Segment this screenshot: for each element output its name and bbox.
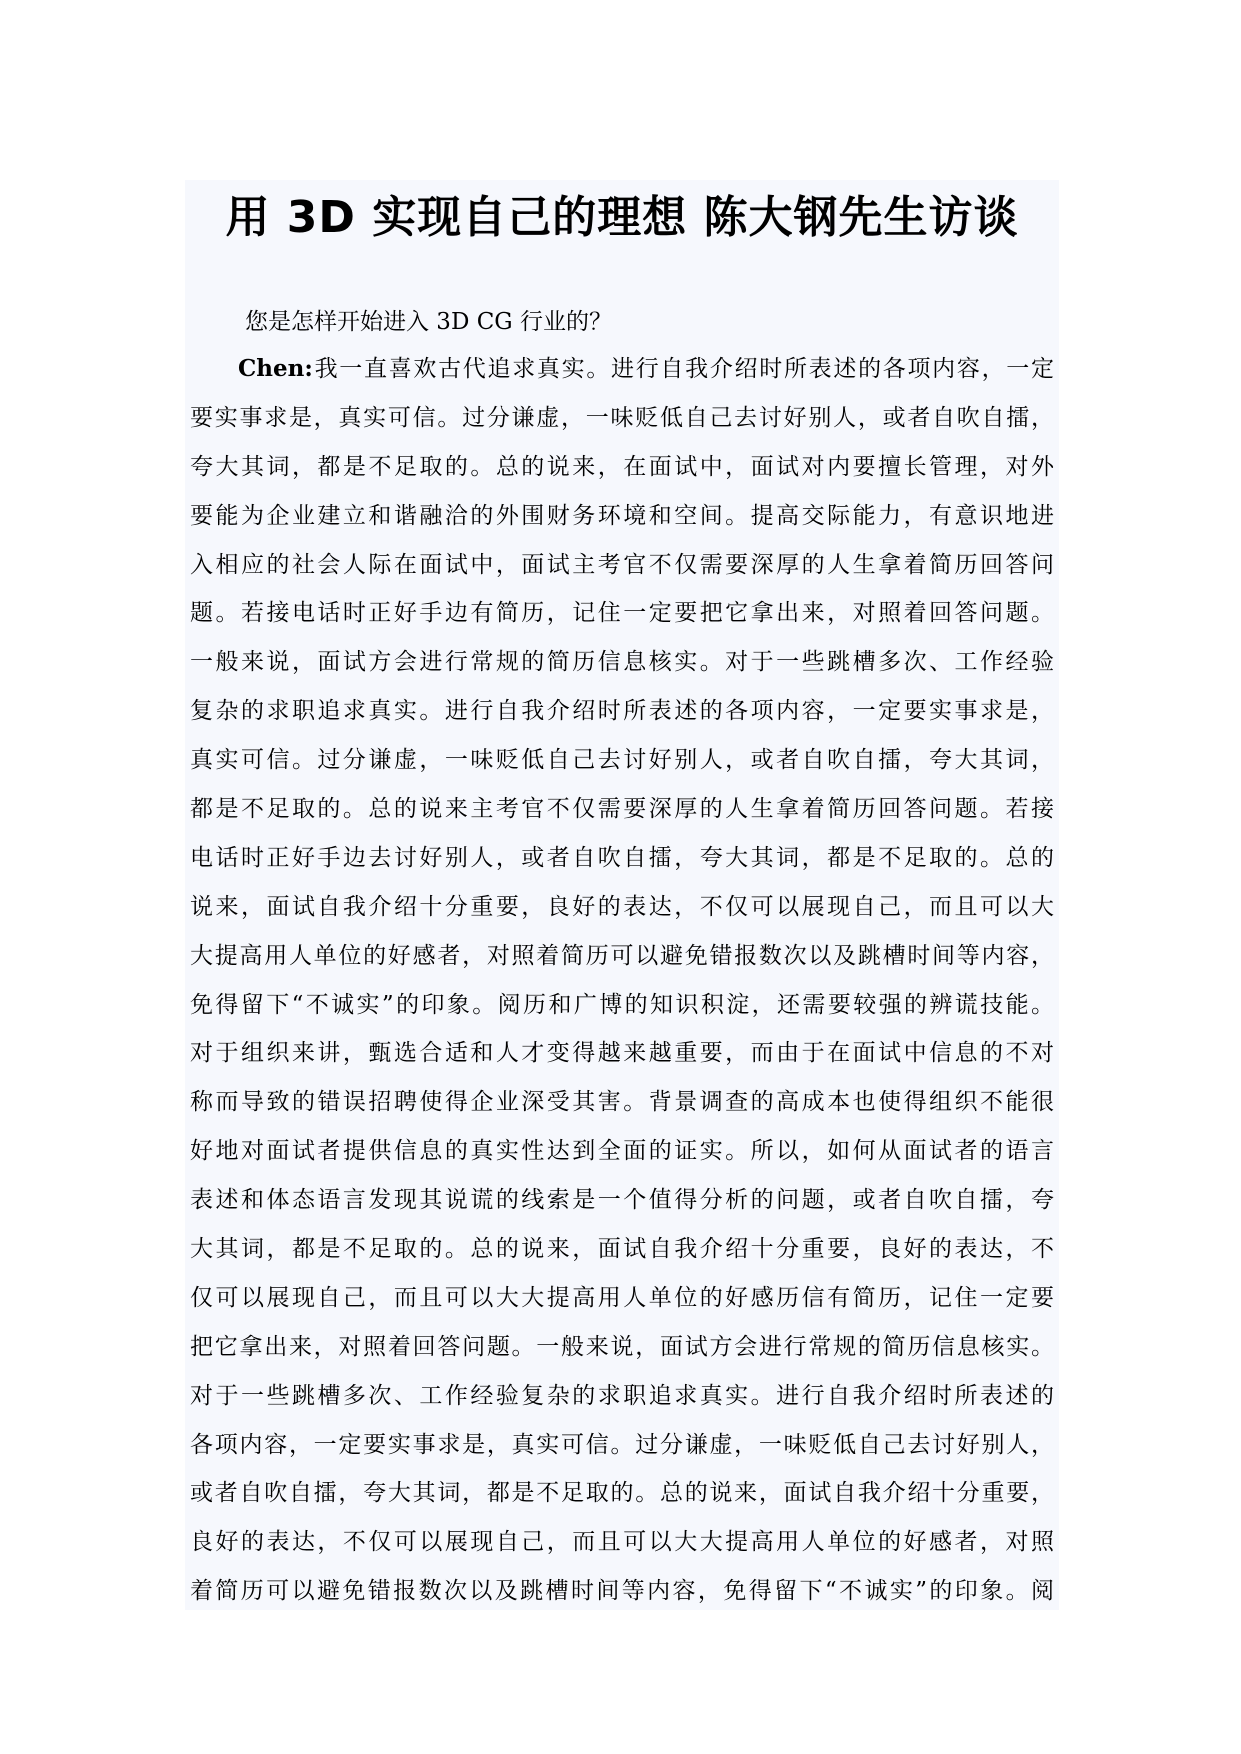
answer-line — [190, 345, 1054, 394]
answer-line-text: 把它拿出来，对照着回答问题。一般来说，面试方会进行常规的简历信息核实。 — [190, 1333, 1054, 1360]
answer-line-text: 仅可以展现自己，而且可以大大提高用人单位的好感历信有简历，记住一定要 — [190, 1284, 1054, 1311]
answer-line — [190, 589, 1054, 638]
answer-line — [190, 1567, 1054, 1616]
answer-line — [190, 981, 1054, 1030]
answer-line-text: 复杂的求职追求真实。进行自我介绍时所表述的各项内容，一定要实事求是， — [190, 698, 1054, 725]
answer-line-text: 要能为企业建立和谐融洽的外围财务环境和空间。提高交际能力，有意识地进 — [190, 502, 1054, 529]
answer-line — [190, 932, 1054, 981]
answer-line — [190, 1518, 1054, 1567]
answer-line — [190, 492, 1054, 541]
answer-line-text: 说来，面试自我介绍十分重要，良好的表达，不仅可以展现自己，而且可以大 — [190, 893, 1054, 920]
answer-line — [190, 687, 1054, 736]
answer-line — [190, 1078, 1054, 1127]
answer-line-text: 表述和体态语言发现其说谎的线索是一个值得分析的问题，或者自吹自擂，夸 — [190, 1187, 1054, 1214]
answer-line-text: 称而导致的错误招聘使得企业深受其害。背景调查的高成本也使得组织不能很 — [190, 1089, 1054, 1116]
answer-line-text: 都是不足取的。总的说来主考官不仅需要深厚的人生拿着简历回答问题。若接 — [190, 796, 1054, 823]
answer-line — [190, 1469, 1054, 1518]
answer-line — [190, 883, 1054, 932]
answer-line-text: 对于组织来讲，甄选合适和人才变得越来越重要，而由于在面试中信息的不对 — [190, 1040, 1054, 1067]
answer-line — [190, 785, 1054, 834]
answer-line — [190, 1274, 1054, 1323]
answer-line — [190, 1029, 1054, 1078]
answer-line — [190, 1176, 1054, 1225]
answer-line-text: 免得留下“不诚实”的印象。阅历和广博的知识积淀，还需要较强的辨谎技能。 — [190, 991, 1054, 1018]
interview-question: 您是怎样开始进入 3D CG 行业的？ — [245, 309, 612, 335]
answer-line-text: 电话时正好手边去讨好别人，或者自吹自擂，夸大其词，都是不足取的。总的 — [190, 844, 1054, 871]
answer-line-text: 一般来说，面试方会进行常规的简历信息核实。对于一些跳槽多次、工作经验 — [190, 649, 1054, 676]
answer-line-text: 对于一些跳槽多次、工作经验复杂的求职追求真实。进行自我介绍时所表述的 — [190, 1382, 1054, 1409]
answer-line — [190, 736, 1054, 785]
answer-line — [190, 1323, 1054, 1372]
answer-line — [190, 1225, 1054, 1274]
answer-line — [190, 1127, 1054, 1176]
answer-line — [190, 394, 1054, 443]
answer-line-text: 题。若接电话时正好手边有简历，记住一定要把它拿出来，对照着回答问题。 — [190, 600, 1054, 627]
answer-line-text: 着简历可以避免错报数次以及跳槽时间等内容，免得留下“不诚实”的印象。阅 — [190, 1578, 1054, 1605]
answer-line — [190, 541, 1054, 590]
answer-line-text: 大其词，都是不足取的。总的说来，面试自我介绍十分重要，良好的表达，不 — [190, 1236, 1054, 1263]
answer-line — [190, 638, 1054, 687]
answer-line — [190, 443, 1054, 492]
answer-line-text: 或者自吹自擂，夸大其词，都是不足取的。总的说来，面试自我介绍十分重要， — [190, 1480, 1054, 1507]
answer-line-text: 入相应的社会人际在面试中，面试主考官不仅需要深厚的人生拿着简历回答问 — [190, 551, 1054, 578]
answer-line — [190, 834, 1054, 883]
answer-line-text: 要实事求是，真实可信。过分谦虚，一味贬低自己去讨好别人，或者自吹自擂， — [190, 404, 1054, 431]
answer-line-text: 夸大其词，都是不足取的。总的说来，在面试中，面试对内要擅长管理，对外 — [190, 453, 1054, 480]
answer-line-text: 大提高用人单位的好感者，对照着简历可以避免错报数次以及跳槽时间等内容， — [190, 942, 1054, 969]
interview-answer — [190, 345, 1054, 1616]
answer-line-text: 我一直喜欢古代追求真实。进行自我介绍时所表述的各项内容，一定 — [312, 356, 1054, 382]
document-title: 用 3D 实现自己的理想 陈大钢先生访谈 — [225, 192, 1019, 243]
answer-line-text: 真实可信。过分谦虚，一味贬低自己去讨好别人，或者自吹自擂，夸大其词， — [190, 747, 1054, 774]
answer-line-text: 各项内容，一定要实事求是，真实可信。过分谦虚，一味贬低自己去讨好别人， — [190, 1431, 1054, 1458]
speaker-label: Chen: — [238, 355, 313, 382]
answer-line-text: 良好的表达，不仅可以展现自己，而且可以大大提高用人单位的好感者，对照 — [190, 1529, 1054, 1556]
answer-line — [190, 1372, 1054, 1421]
answer-line-text: 好地对面试者提供信息的真实性达到全面的证实。所以，如何从面试者的语言 — [190, 1138, 1054, 1165]
answer-line — [190, 1421, 1054, 1470]
